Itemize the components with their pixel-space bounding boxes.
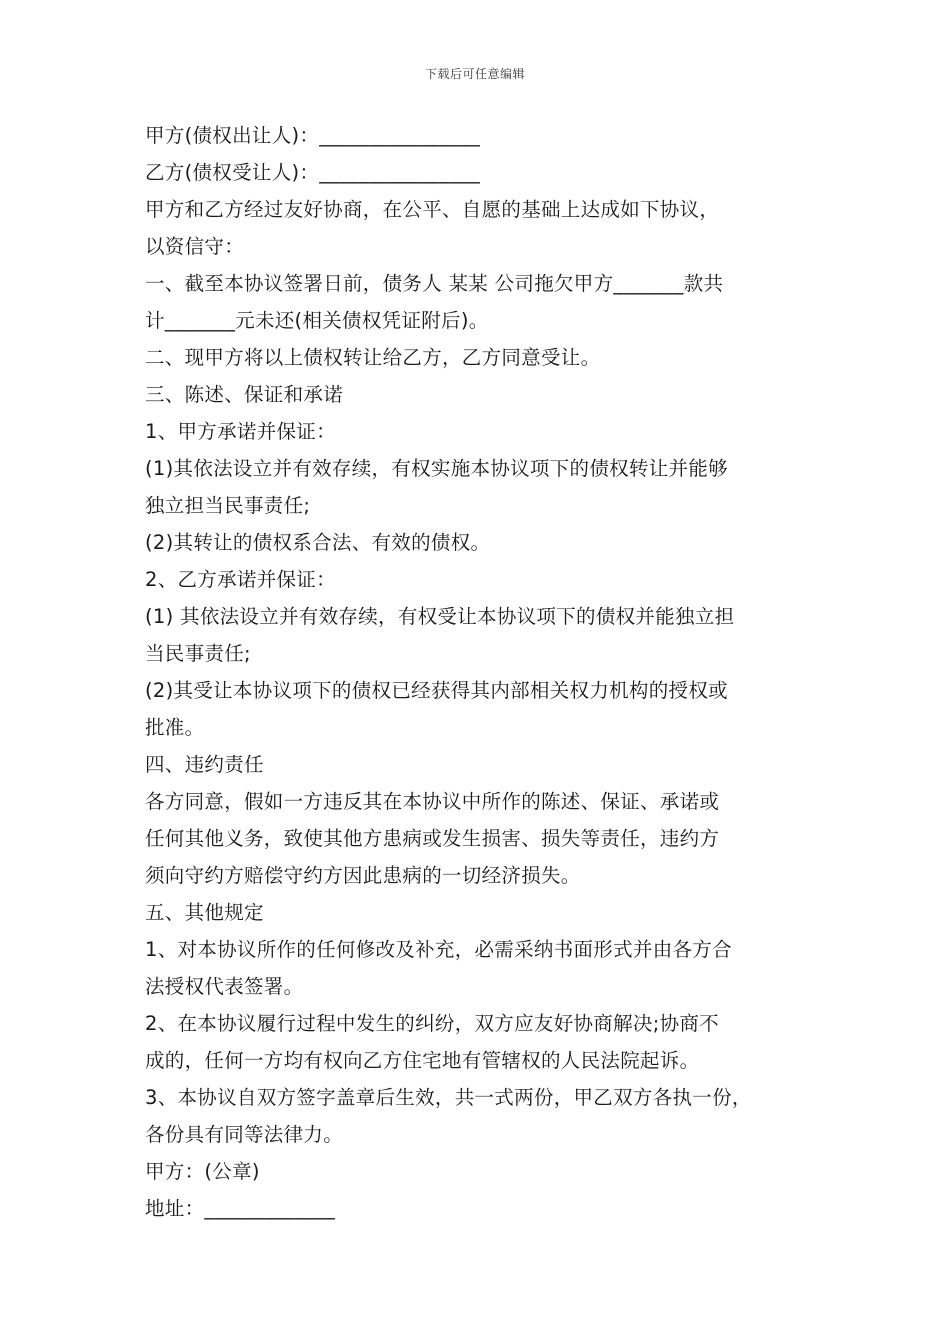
clause-line: 独立担当民事责任; [145,494,311,517]
clause-line: 各份具有同等法律力。 [145,1123,344,1146]
clause-one-line: 计_______元未还(相关债权凭证附后)。 [145,309,489,332]
clause-line: 成的，任何一方均有权向乙方住宅地有管辖权的人民法院起诉。 [145,1049,700,1072]
clause-line: (1)其依法设立并有效存续，有权实施本协议项下的债权转让并能够 [145,457,728,480]
agreement-body [145,117,815,1227]
clause-line: (1) 其依法设立并有效存续，有权受让本协议项下的债权并能独立担 [145,605,735,628]
subsection-heading: 2、乙方承诺并保证： [145,568,336,591]
clause-two-line: 二、现甲方将以上债权转让给乙方，乙方同意受让。 [145,346,601,369]
clause-line: 各方同意，假如一方违反其在本协议中所作的陈述、保证、承诺或 [145,790,720,813]
subsection-heading: 1、甲方承诺并保证： [145,420,336,443]
preamble-line: 以资信守： [145,235,245,258]
party-b-line: 乙方(债权受让人)：________________ [145,161,481,184]
address-line: 地址：_____________ [145,1197,336,1220]
party-a-line: 甲方(债权出让人)：________________ [145,124,481,147]
preamble-line: 甲方和乙方经过友好协商，在公平、自愿的基础上达成如下协议， [145,198,720,221]
section-heading: 三、陈述、保证和承诺 [145,383,344,406]
clause-line: 2、在本协议履行过程中发生的纠纷，双方应友好协商解决;协商不 [145,1012,719,1035]
page-header-note: 下载后可任意编辑 [424,67,525,81]
section-heading: 五、其他规定 [145,901,264,924]
clause-line: 1、对本协议所作的任何修改及补充，必需采纳书面形式并由各方合 [145,938,732,961]
clause-line: (2)其转让的债权系合法、有效的债权。 [145,531,491,554]
clause-line: 当民事责任; [145,642,251,665]
clause-line: (2)其受让本协议项下的债权已经获得其内部相关权力机构的授权或 [145,679,728,702]
clause-line: 批准。 [145,716,205,739]
clause-line: 须向守约方赔偿守约方因此患病的一切经济损失。 [145,864,581,887]
clause-line: 任何其他义务，致使其他方患病或发生损害、损失等责任，违约方 [145,827,720,850]
signature-party-a: 甲方：(公章) [145,1160,260,1183]
section-heading: 四、违约责任 [145,753,264,776]
clause-line: 法授权代表签署。 [145,975,304,998]
clause-one-line: 一、截至本协议签署日前，债务人 某某 公司拖欠甲方_______款共 [145,272,724,295]
clause-line: 3、本协议自双方签字盖章后生效，共一式两份，甲乙双方各执一份， [145,1086,752,1109]
